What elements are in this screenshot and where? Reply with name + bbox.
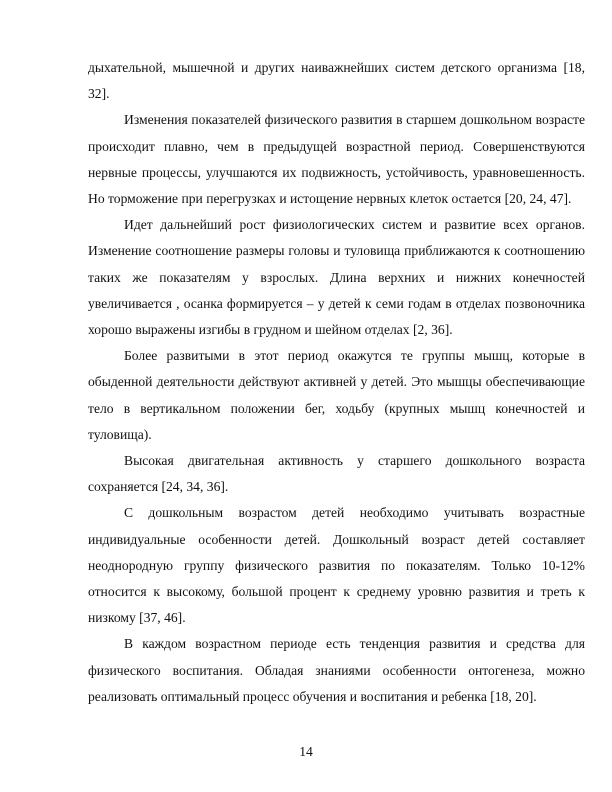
paragraph-muscle-groups: Более развитыми в этот период окажутся те группы мышц, которые в обыденной деятельности действуют активней у детей. Это мышцы обеспечивающие тело в вертикальном положении бег, ходьбу (крупных мышц конечностей и туловища).: [88, 348, 585, 442]
paragraph-motor-activity: Высокая двигательная активность у старшего дошкольного возраста сохраняется [24, 34, 36].: [88, 453, 585, 495]
paragraph-growth-of-systems: Идет дальнейший рост физиологических систем и развитие всех органов. Изменение соотношение размеры головы и туловища приближаются к соотношению таких же показателям у взрослых. Длина верхних и нижних конечностей увеличивается , осанка формируется – у детей к семи годам в отделах позвоночника хорошо выражены изгибы в грудном и шейном отделах [2, 36].: [88, 217, 585, 338]
page-body: [88, 55, 585, 710]
paragraph-individual-features: С дошкольным возрастом детей необходимо учитывать возрастные индивидуальные особенности детей. Дошкольный возраст детей составляет неоднородную группу физического развития по показателям. Только 10-12% относится к высокому, большой процент к среднему уровню развития и треть к низкому [37, 46].: [88, 505, 585, 626]
paragraph-physical-development-changes: Изменения показателей физического развития в старшем дошкольном возрасте происходит плавно, чем в предыдущей возрастной период. Совершенствуются нервные процессы, улучшаются их подвижность, устойчивость, уравновешенность. Но торможение при перегрузках и истощение нервных клеток остается [20, 24, 47].: [88, 112, 585, 207]
paragraph-continuation: дыхательной, мышечной и других наиважнейших систем детского организма [18, 32].: [88, 60, 585, 102]
paragraph-age-period-tendency: В каждом возрастном периоде есть тенденция развития и средства для физического воспитания. Обладая знаниями особенности онтогенеза, можно реализовать оптимальный процесс обучения и воспитания и ребенка [18, 20].: [88, 636, 585, 704]
page-number: 14: [299, 744, 313, 759]
